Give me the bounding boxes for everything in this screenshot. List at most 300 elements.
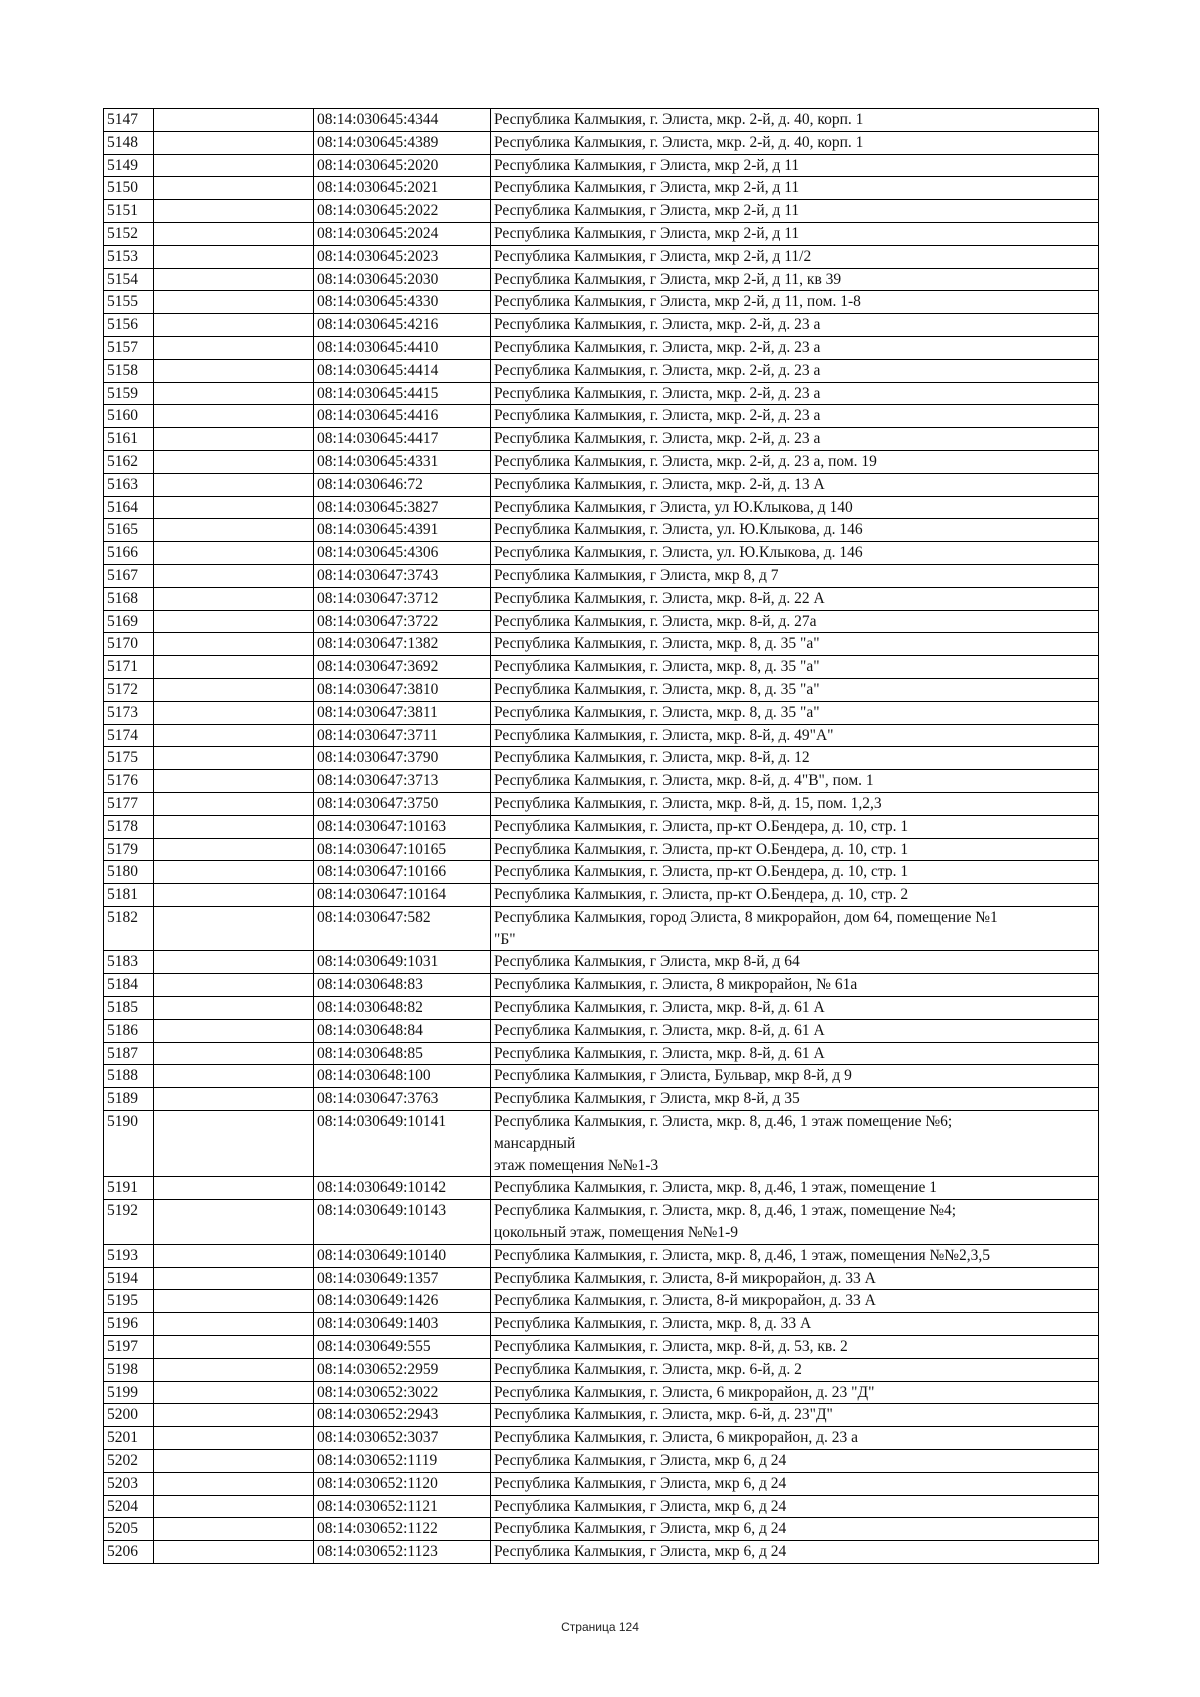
empty-cell: [154, 473, 314, 496]
cadastral-number-cell: 08:14:030647:10165: [314, 838, 491, 861]
table-row: [104, 1042, 1099, 1065]
empty-cell: [154, 610, 314, 633]
address-cell: Республика Калмыкия, г Элиста, мкр 2-й, д 11/2: [491, 245, 1099, 268]
empty-cell: [154, 1200, 314, 1245]
address-cell: Республика Калмыкия, г. Элиста, мкр. 8-й, д. 4"В", пом. 1: [491, 770, 1099, 793]
empty-cell: [154, 222, 314, 245]
row-number-cell: 5173: [104, 701, 154, 724]
row-number-cell: 5159: [104, 382, 154, 405]
row-number-cell: 5203: [104, 1472, 154, 1495]
table-row: [104, 1404, 1099, 1427]
empty-cell: [154, 770, 314, 793]
row-number-cell: 5202: [104, 1450, 154, 1473]
address-cell: Республика Калмыкия, г. Элиста, мкр. 8, д.46, 1 этаж, помещение 1: [491, 1177, 1099, 1200]
row-number-cell: 5197: [104, 1336, 154, 1359]
table-row: [104, 1019, 1099, 1042]
row-number-cell: 5163: [104, 473, 154, 496]
cadastral-number-cell: 08:14:030645:4216: [314, 314, 491, 337]
table-row: [104, 222, 1099, 245]
address-cell: Республика Калмыкия, г. Элиста, мкр. 8, д.46, 1 этаж помещение №6; мансардный этаж помещения №№1-3: [491, 1111, 1099, 1177]
row-number-cell: 5184: [104, 974, 154, 997]
cadastral-number-cell: 08:14:030645:4331: [314, 450, 491, 473]
address-cell: Республика Калмыкия, г. Элиста, мкр. 2-й, д. 40, корп. 1: [491, 131, 1099, 154]
empty-cell: [154, 428, 314, 451]
cadastral-number-cell: 08:14:030645:4389: [314, 131, 491, 154]
empty-cell: [154, 109, 314, 132]
row-number-cell: 5181: [104, 884, 154, 907]
address-cell: Республика Калмыкия, г. Элиста, мкр. 8-й, д. 49"А": [491, 724, 1099, 747]
empty-cell: [154, 1177, 314, 1200]
cadastral-number-cell: 08:14:030649:10141: [314, 1111, 491, 1177]
table-row: [104, 1518, 1099, 1541]
empty-cell: [154, 1244, 314, 1267]
empty-cell: [154, 405, 314, 428]
table-row: [104, 564, 1099, 587]
row-number-cell: 5170: [104, 633, 154, 656]
row-number-cell: 5174: [104, 724, 154, 747]
address-cell: Республика Калмыкия, г. Элиста, мкр. 8, д. 35 "а": [491, 701, 1099, 724]
row-number-cell: 5186: [104, 1019, 154, 1042]
row-number-cell: 5196: [104, 1313, 154, 1336]
address-cell: Республика Калмыкия, г. Элиста, 8 микрорайон, № 61а: [491, 974, 1099, 997]
cadastral-number-cell: 08:14:030645:2021: [314, 177, 491, 200]
address-cell: Республика Калмыкия, г. Элиста, мкр. 2-й, д. 23 а: [491, 314, 1099, 337]
cadastral-number-cell: 08:14:030648:83: [314, 974, 491, 997]
empty-cell: [154, 200, 314, 223]
empty-cell: [154, 1019, 314, 1042]
address-cell: Республика Калмыкия, г Элиста, мкр 6, д 24: [491, 1472, 1099, 1495]
row-number-cell: 5193: [104, 1244, 154, 1267]
address-cell: Республика Калмыкия, г. Элиста, мкр. 2-й, д. 23 а: [491, 405, 1099, 428]
address-cell: Республика Калмыкия, г. Элиста, мкр. 8-й, д. 15, пом. 1,2,3: [491, 792, 1099, 815]
address-cell: Республика Калмыкия, г. Элиста, 8-й микрорайон, д. 33 А: [491, 1290, 1099, 1313]
table-row: [104, 154, 1099, 177]
address-cell: Республика Калмыкия, г Элиста, Бульвар, мкр 8-й, д 9: [491, 1065, 1099, 1088]
table-row: [104, 450, 1099, 473]
cadastral-number-cell: 08:14:030647:10163: [314, 815, 491, 838]
cadastral-number-cell: 08:14:030649:10140: [314, 1244, 491, 1267]
empty-cell: [154, 177, 314, 200]
address-cell: Республика Калмыкия, г Элиста, мкр 6, д 24: [491, 1450, 1099, 1473]
row-number-cell: 5177: [104, 792, 154, 815]
row-number-cell: 5151: [104, 200, 154, 223]
row-number-cell: 5156: [104, 314, 154, 337]
table-row: [104, 200, 1099, 223]
table-row: [104, 405, 1099, 428]
table-row: [104, 314, 1099, 337]
property-table: [103, 108, 1099, 1564]
empty-cell: [154, 701, 314, 724]
cadastral-number-cell: 08:14:030647:3763: [314, 1088, 491, 1111]
empty-cell: [154, 747, 314, 770]
row-number-cell: 5179: [104, 838, 154, 861]
cadastral-number-cell: 08:14:030645:3827: [314, 496, 491, 519]
empty-cell: [154, 1472, 314, 1495]
empty-cell: [154, 1450, 314, 1473]
table-row: [104, 268, 1099, 291]
cadastral-number-cell: 08:14:030647:582: [314, 906, 491, 951]
empty-cell: [154, 656, 314, 679]
address-cell: Республика Калмыкия, г. Элиста, мкр. 2-й, д. 23 а, пом. 19: [491, 450, 1099, 473]
empty-cell: [154, 633, 314, 656]
row-number-cell: 5191: [104, 1177, 154, 1200]
empty-cell: [154, 974, 314, 997]
cadastral-number-cell: 08:14:030647:3692: [314, 656, 491, 679]
address-cell: Республика Калмыкия, г. Элиста, пр-кт О.Бендера, д. 10, стр. 1: [491, 838, 1099, 861]
empty-cell: [154, 1518, 314, 1541]
cadastral-number-cell: 08:14:030647:3811: [314, 701, 491, 724]
table-row: [104, 1541, 1099, 1564]
table-row: [104, 131, 1099, 154]
address-cell: Республика Калмыкия, г Элиста, мкр 8, д 7: [491, 564, 1099, 587]
cadastral-number-cell: 08:14:030647:3711: [314, 724, 491, 747]
table-row: [104, 1495, 1099, 1518]
address-cell: Республика Калмыкия, г. Элиста, пр-кт О.Бендера, д. 10, стр. 1: [491, 815, 1099, 838]
table-body: [104, 109, 1099, 1564]
address-cell: Республика Калмыкия, г. Элиста, мкр. 8, д.46, 1 этаж, помещение №4; цокольный этаж, помещения №№1-9: [491, 1200, 1099, 1245]
cadastral-number-cell: 08:14:030652:1121: [314, 1495, 491, 1518]
address-cell: Республика Калмыкия, г Элиста, мкр 2-й, д 11: [491, 200, 1099, 223]
row-number-cell: 5201: [104, 1427, 154, 1450]
empty-cell: [154, 1065, 314, 1088]
row-number-cell: 5155: [104, 291, 154, 314]
cadastral-number-cell: 08:14:030646:72: [314, 473, 491, 496]
empty-cell: [154, 1381, 314, 1404]
cadastral-number-cell: 08:14:030645:4417: [314, 428, 491, 451]
cadastral-number-cell: 08:14:030649:555: [314, 1336, 491, 1359]
row-number-cell: 5148: [104, 131, 154, 154]
table-row: [104, 656, 1099, 679]
table-row: [104, 792, 1099, 815]
table-row: [104, 747, 1099, 770]
row-number-cell: 5182: [104, 906, 154, 951]
table-row: [104, 1065, 1099, 1088]
empty-cell: [154, 1495, 314, 1518]
table-row: [104, 997, 1099, 1020]
cadastral-number-cell: 08:14:030647:3712: [314, 587, 491, 610]
address-cell: Республика Калмыкия, г Элиста, мкр 6, д 24: [491, 1541, 1099, 1564]
row-number-cell: 5176: [104, 770, 154, 793]
cadastral-number-cell: 08:14:030647:10164: [314, 884, 491, 907]
address-cell: Республика Калмыкия, г Элиста, мкр 2-й, д 11: [491, 222, 1099, 245]
empty-cell: [154, 678, 314, 701]
empty-cell: [154, 291, 314, 314]
empty-cell: [154, 1042, 314, 1065]
row-number-cell: 5166: [104, 542, 154, 565]
empty-cell: [154, 519, 314, 542]
row-number-cell: 5169: [104, 610, 154, 633]
cadastral-number-cell: 08:14:030652:3037: [314, 1427, 491, 1450]
row-number-cell: 5164: [104, 496, 154, 519]
cadastral-number-cell: 08:14:030647:1382: [314, 633, 491, 656]
row-number-cell: 5195: [104, 1290, 154, 1313]
empty-cell: [154, 1427, 314, 1450]
row-number-cell: 5188: [104, 1065, 154, 1088]
address-cell: Республика Калмыкия, г. Элиста, мкр. 6-й, д. 2: [491, 1358, 1099, 1381]
cadastral-number-cell: 08:14:030645:4391: [314, 519, 491, 542]
table-row: [104, 724, 1099, 747]
table-row: [104, 336, 1099, 359]
table-row: [104, 1313, 1099, 1336]
cadastral-number-cell: 08:14:030645:4410: [314, 336, 491, 359]
address-cell: Республика Калмыкия, г. Элиста, мкр. 8, д. 35 "а": [491, 633, 1099, 656]
address-cell: Республика Калмыкия, г. Элиста, мкр. 8-й, д. 53, кв. 2: [491, 1336, 1099, 1359]
cadastral-number-cell: 08:14:030647:3790: [314, 747, 491, 770]
empty-cell: [154, 336, 314, 359]
empty-cell: [154, 542, 314, 565]
address-cell: Республика Калмыкия, г. Элиста, мкр. 6-й, д. 23"Д": [491, 1404, 1099, 1427]
address-cell: Республика Калмыкия, г. Элиста, мкр. 2-й, д. 23 а: [491, 359, 1099, 382]
row-number-cell: 5172: [104, 678, 154, 701]
row-number-cell: 5206: [104, 1541, 154, 1564]
empty-cell: [154, 1541, 314, 1564]
cadastral-number-cell: 08:14:030647:3810: [314, 678, 491, 701]
cadastral-number-cell: 08:14:030645:4344: [314, 109, 491, 132]
empty-cell: [154, 1358, 314, 1381]
table-row: [104, 1088, 1099, 1111]
table-row: [104, 770, 1099, 793]
table-row: [104, 1267, 1099, 1290]
empty-cell: [154, 1111, 314, 1177]
table-row: [104, 1336, 1099, 1359]
cadastral-number-cell: 08:14:030645:2020: [314, 154, 491, 177]
address-cell: Республика Калмыкия, г. Элиста, мкр. 8-й, д. 22 А: [491, 587, 1099, 610]
cadastral-number-cell: 08:14:030649:10143: [314, 1200, 491, 1245]
address-cell: Республика Калмыкия, г. Элиста, мкр. 8-й, д. 61 А: [491, 997, 1099, 1020]
table-row: [104, 382, 1099, 405]
table-row: [104, 1472, 1099, 1495]
row-number-cell: 5200: [104, 1404, 154, 1427]
cadastral-number-cell: 08:14:030652:1123: [314, 1541, 491, 1564]
row-number-cell: 5150: [104, 177, 154, 200]
empty-cell: [154, 838, 314, 861]
address-cell: Республика Калмыкия, г. Элиста, ул. Ю.Клыкова, д. 146: [491, 542, 1099, 565]
page-footer: Страница 124: [561, 1620, 639, 1634]
empty-cell: [154, 587, 314, 610]
address-cell: Республика Калмыкия, г Элиста, ул Ю.Клыкова, д 140: [491, 496, 1099, 519]
address-cell: Республика Калмыкия, г Элиста, мкр 6, д 24: [491, 1495, 1099, 1518]
empty-cell: [154, 1404, 314, 1427]
empty-cell: [154, 1267, 314, 1290]
row-number-cell: 5158: [104, 359, 154, 382]
address-cell: Республика Калмыкия, г. Элиста, мкр. 2-й, д. 23 а: [491, 428, 1099, 451]
address-cell: Республика Калмыкия, г Элиста, мкр 2-й, д 11: [491, 154, 1099, 177]
table-row: [104, 974, 1099, 997]
row-number-cell: 5204: [104, 1495, 154, 1518]
cadastral-number-cell: 08:14:030652:2943: [314, 1404, 491, 1427]
address-cell: Республика Калмыкия, г. Элиста, мкр. 8-й, д. 12: [491, 747, 1099, 770]
table-row: [104, 1290, 1099, 1313]
table-row: [104, 1177, 1099, 1200]
table-row: [104, 542, 1099, 565]
cadastral-number-cell: 08:14:030648:84: [314, 1019, 491, 1042]
table-row: [104, 245, 1099, 268]
address-cell: Республика Калмыкия, г. Элиста, мкр. 8, д.46, 1 этаж, помещения №№2,3,5: [491, 1244, 1099, 1267]
table-row: [104, 815, 1099, 838]
empty-cell: [154, 997, 314, 1020]
row-number-cell: 5152: [104, 222, 154, 245]
table-row: [104, 1450, 1099, 1473]
cadastral-number-cell: 08:14:030652:2959: [314, 1358, 491, 1381]
cadastral-number-cell: 08:14:030648:100: [314, 1065, 491, 1088]
empty-cell: [154, 884, 314, 907]
cadastral-number-cell: 08:14:030648:85: [314, 1042, 491, 1065]
table-row: [104, 633, 1099, 656]
table-row: [104, 1244, 1099, 1267]
table-row: [104, 610, 1099, 633]
table-row: [104, 1427, 1099, 1450]
row-number-cell: 5147: [104, 109, 154, 132]
cadastral-number-cell: 08:14:030645:4306: [314, 542, 491, 565]
table-row: [104, 519, 1099, 542]
row-number-cell: 5189: [104, 1088, 154, 1111]
table-row: [104, 1111, 1099, 1177]
row-number-cell: 5167: [104, 564, 154, 587]
table-row: [104, 496, 1099, 519]
cadastral-number-cell: 08:14:030647:10166: [314, 861, 491, 884]
address-cell: Республика Калмыкия, г. Элиста, 6 микрорайон, д. 23 "Д": [491, 1381, 1099, 1404]
row-number-cell: 5160: [104, 405, 154, 428]
row-number-cell: 5192: [104, 1200, 154, 1245]
empty-cell: [154, 1313, 314, 1336]
row-number-cell: 5205: [104, 1518, 154, 1541]
empty-cell: [154, 1088, 314, 1111]
empty-cell: [154, 564, 314, 587]
row-number-cell: 5190: [104, 1111, 154, 1177]
empty-cell: [154, 450, 314, 473]
cadastral-number-cell: 08:14:030652:1120: [314, 1472, 491, 1495]
empty-cell: [154, 245, 314, 268]
row-number-cell: 5154: [104, 268, 154, 291]
cadastral-number-cell: 08:14:030649:1031: [314, 951, 491, 974]
address-cell: Республика Калмыкия, г. Элиста, мкр. 2-й, д. 13 А: [491, 473, 1099, 496]
table-row: [104, 884, 1099, 907]
cadastral-number-cell: 08:14:030649:1357: [314, 1267, 491, 1290]
empty-cell: [154, 314, 314, 337]
table-row: [104, 587, 1099, 610]
address-cell: Республика Калмыкия, г Элиста, мкр 8-й, д 35: [491, 1088, 1099, 1111]
row-number-cell: 5162: [104, 450, 154, 473]
row-number-cell: 5194: [104, 1267, 154, 1290]
cadastral-number-cell: 08:14:030645:2030: [314, 268, 491, 291]
row-number-cell: 5161: [104, 428, 154, 451]
table-row: [104, 177, 1099, 200]
address-cell: Республика Калмыкия, г. Элиста, мкр. 8, д. 35 "а": [491, 656, 1099, 679]
table-row: [104, 109, 1099, 132]
address-cell: Республика Калмыкия, г. Элиста, мкр. 8, д. 35 "а": [491, 678, 1099, 701]
cadastral-number-cell: 08:14:030645:2024: [314, 222, 491, 245]
row-number-cell: 5187: [104, 1042, 154, 1065]
cadastral-number-cell: 08:14:030652:3022: [314, 1381, 491, 1404]
cadastral-number-cell: 08:14:030647:3722: [314, 610, 491, 633]
table-row: [104, 428, 1099, 451]
cadastral-number-cell: 08:14:030649:1426: [314, 1290, 491, 1313]
empty-cell: [154, 906, 314, 951]
address-cell: Республика Калмыкия, г. Элиста, 8-й микрорайон, д. 33 А: [491, 1267, 1099, 1290]
cadastral-number-cell: 08:14:030645:4330: [314, 291, 491, 314]
table-row: [104, 473, 1099, 496]
row-number-cell: 5171: [104, 656, 154, 679]
row-number-cell: 5178: [104, 815, 154, 838]
row-number-cell: 5185: [104, 997, 154, 1020]
address-cell: Республика Калмыкия, г. Элиста, мкр. 8-й, д. 27а: [491, 610, 1099, 633]
address-cell: Республика Калмыкия, г. Элиста, мкр. 2-й, д. 40, корп. 1: [491, 109, 1099, 132]
address-cell: Республика Калмыкия, г. Элиста, мкр. 2-й, д. 23 а: [491, 336, 1099, 359]
row-number-cell: 5183: [104, 951, 154, 974]
cadastral-number-cell: 08:14:030645:4414: [314, 359, 491, 382]
cadastral-number-cell: 08:14:030645:2022: [314, 200, 491, 223]
table-row: [104, 906, 1099, 951]
cadastral-number-cell: 08:14:030649:1403: [314, 1313, 491, 1336]
address-cell: Республика Калмыкия, г. Элиста, пр-кт О.Бендера, д. 10, стр. 1: [491, 861, 1099, 884]
table-row: [104, 1358, 1099, 1381]
cadastral-number-cell: 08:14:030645:4415: [314, 382, 491, 405]
empty-cell: [154, 382, 314, 405]
cadastral-number-cell: 08:14:030649:10142: [314, 1177, 491, 1200]
cadastral-number-cell: 08:14:030647:3750: [314, 792, 491, 815]
row-number-cell: 5198: [104, 1358, 154, 1381]
address-cell: Республика Калмыкия, г. Элиста, 6 микрорайон, д. 23 а: [491, 1427, 1099, 1450]
cadastral-number-cell: 08:14:030645:2023: [314, 245, 491, 268]
address-cell: Республика Калмыкия, г. Элиста, мкр. 8, д. 33 А: [491, 1313, 1099, 1336]
cadastral-number-cell: 08:14:030652:1119: [314, 1450, 491, 1473]
address-cell: Республика Калмыкия, г Элиста, мкр 6, д 24: [491, 1518, 1099, 1541]
empty-cell: [154, 724, 314, 747]
address-cell: Республика Калмыкия, г Элиста, мкр 2-й, д 11, кв 39: [491, 268, 1099, 291]
address-cell: Республика Калмыкия, г. Элиста, мкр. 8-й, д. 61 А: [491, 1042, 1099, 1065]
table-row: [104, 1381, 1099, 1404]
cadastral-number-cell: 08:14:030647:3713: [314, 770, 491, 793]
cadastral-number-cell: 08:14:030652:1122: [314, 1518, 491, 1541]
empty-cell: [154, 951, 314, 974]
address-cell: Республика Калмыкия, г. Элиста, мкр. 2-й, д. 23 а: [491, 382, 1099, 405]
row-number-cell: 5199: [104, 1381, 154, 1404]
row-number-cell: 5168: [104, 587, 154, 610]
empty-cell: [154, 1336, 314, 1359]
cadastral-number-cell: 08:14:030645:4416: [314, 405, 491, 428]
address-cell: Республика Калмыкия, г Элиста, мкр 2-й, д 11: [491, 177, 1099, 200]
table-row: [104, 838, 1099, 861]
cadastral-number-cell: 08:14:030648:82: [314, 997, 491, 1020]
table-row: [104, 951, 1099, 974]
empty-cell: [154, 1290, 314, 1313]
address-cell: Республика Калмыкия, г. Элиста, мкр. 8-й, д. 61 А: [491, 1019, 1099, 1042]
empty-cell: [154, 131, 314, 154]
address-cell: Республика Калмыкия, г. Элиста, ул. Ю.Клыкова, д. 146: [491, 519, 1099, 542]
empty-cell: [154, 861, 314, 884]
empty-cell: [154, 268, 314, 291]
row-number-cell: 5165: [104, 519, 154, 542]
row-number-cell: 5175: [104, 747, 154, 770]
empty-cell: [154, 496, 314, 519]
empty-cell: [154, 359, 314, 382]
address-cell: Республика Калмыкия, г Элиста, мкр 2-й, д 11, пом. 1-8: [491, 291, 1099, 314]
cadastral-number-cell: 08:14:030647:3743: [314, 564, 491, 587]
table-row: [104, 359, 1099, 382]
table-row: [104, 701, 1099, 724]
empty-cell: [154, 815, 314, 838]
row-number-cell: 5153: [104, 245, 154, 268]
address-cell: Республика Калмыкия, г Элиста, мкр 8-й, д 64: [491, 951, 1099, 974]
address-cell: Республика Калмыкия, город Элиста, 8 микрорайон, дом 64, помещение №1 "Б": [491, 906, 1099, 951]
row-number-cell: 5149: [104, 154, 154, 177]
table-row: [104, 1200, 1099, 1245]
table-row: [104, 291, 1099, 314]
row-number-cell: 5180: [104, 861, 154, 884]
row-number-cell: 5157: [104, 336, 154, 359]
empty-cell: [154, 792, 314, 815]
table-row: [104, 678, 1099, 701]
